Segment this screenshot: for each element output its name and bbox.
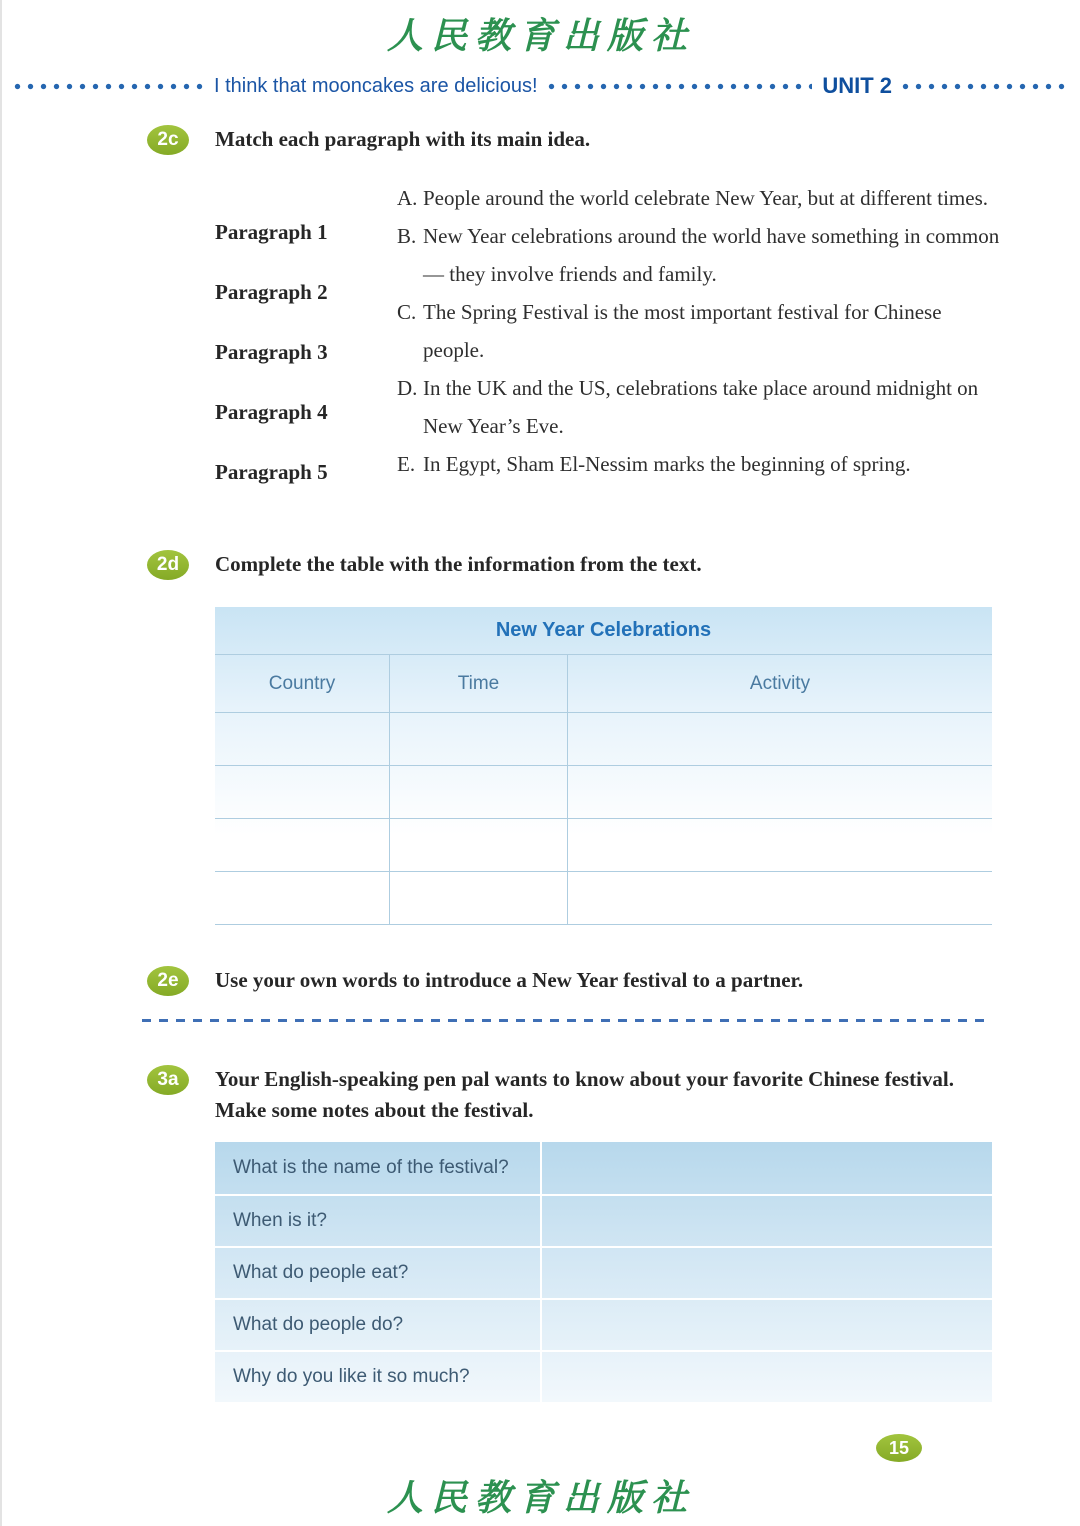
notes-row — [215, 1298, 992, 1350]
blank-cell-activity[interactable] — [568, 713, 992, 765]
blank-cell-activity[interactable] — [568, 766, 992, 818]
option-e — [397, 445, 1001, 483]
paragraph-5-label: Paragraph 5 — [215, 460, 328, 484]
page-number-badge: 15 — [876, 1434, 922, 1462]
table-header-row — [215, 654, 992, 712]
option-d-text: In the UK and the US, celebrations take place around midnight on New Year’s Eve. — [423, 376, 979, 438]
section-2e-head — [2, 965, 1080, 996]
blank-answer-cell[interactable] — [540, 1196, 992, 1246]
option-b-letter: B. — [397, 224, 417, 248]
option-c-text: The Spring Festival is the most important festival for Chinese people. — [423, 300, 942, 362]
page-number-row — [2, 1434, 1080, 1462]
paragraph-2-label: Paragraph 2 — [215, 280, 328, 304]
blank-cell-time[interactable] — [389, 872, 568, 924]
blank-cell-time[interactable] — [389, 713, 568, 765]
page-header — [2, 70, 1080, 102]
option-a-letter: A. — [397, 186, 418, 210]
section-2d-head — [2, 549, 1080, 580]
option-b — [397, 217, 1001, 293]
section-3a-title: Your English-speaking pen pal wants to know about your favorite Chinese festival. Make some notes about the festival. — [215, 1067, 954, 1122]
section-3a-head — [2, 1064, 1080, 1126]
blank-cell-activity[interactable] — [568, 819, 992, 871]
dotted-leader-middle-icon — [548, 83, 813, 90]
new-year-celebrations-table — [215, 607, 992, 925]
section-2e-badge: 2e — [147, 966, 189, 996]
section-2c-title: Match each paragraph with its main idea. — [215, 127, 591, 151]
paragraph-4-label: Paragraph 4 — [215, 400, 328, 424]
question-when: When is it? — [233, 1210, 327, 1231]
blank-cell-country[interactable] — [215, 766, 389, 818]
question-festival-name: What is the name of the festival? — [233, 1157, 509, 1178]
option-c — [397, 293, 1001, 369]
option-c-letter: C. — [397, 300, 417, 324]
blank-answer-cell[interactable] — [540, 1248, 992, 1298]
section-2d-title: Complete the table with the information from the text. — [215, 552, 702, 576]
lesson-title: I think that mooncakes are delicious! — [214, 74, 538, 97]
option-e-text: In Egypt, Sham El-Nessim marks the beginning of spring. — [423, 452, 911, 476]
option-a — [397, 179, 1001, 217]
section-2e-title: Use your own words to introduce a New Year festival to a partner. — [215, 968, 804, 992]
section-3a-badge: 3a — [147, 1065, 189, 1095]
blank-cell-activity[interactable] — [568, 872, 992, 924]
section-2c-head — [2, 124, 1080, 155]
paragraph-3-label: Paragraph 3 — [215, 340, 328, 364]
blank-answer-cell[interactable] — [540, 1352, 992, 1402]
publisher-logo-bottom: 人民教育出版社 — [386, 1477, 695, 1519]
dotted-leader-right-icon — [902, 83, 1070, 90]
question-why-like: Why do you like it so much? — [233, 1366, 470, 1387]
section-2d-badge: 2d — [147, 550, 189, 580]
table-row — [215, 712, 992, 765]
blank-answer-cell[interactable] — [540, 1300, 992, 1350]
dotted-leader-left-icon — [14, 83, 204, 90]
notes-row — [215, 1194, 992, 1246]
match-exercise — [215, 179, 1080, 517]
notes-row — [215, 1142, 992, 1194]
option-b-text: New Year celebrations around the world have something in common — they involve friends and family. — [423, 224, 1000, 286]
option-e-letter: E. — [397, 452, 416, 476]
dashed-divider — [142, 1019, 990, 1022]
publisher-logo-top: 人民教育出版社 — [386, 15, 695, 57]
main-idea-options — [397, 179, 1001, 517]
blank-cell-time[interactable] — [389, 819, 568, 871]
table-row — [215, 871, 992, 924]
paragraph-1-label: Paragraph 1 — [215, 220, 328, 244]
unit-label: UNIT 2 — [822, 73, 892, 98]
column-header-time: Time — [389, 655, 568, 712]
blank-answer-cell[interactable] — [540, 1142, 992, 1194]
question-eat: What do people eat? — [233, 1262, 409, 1283]
blank-cell-country[interactable] — [215, 713, 389, 765]
paragraph-list — [215, 179, 397, 517]
column-header-country: Country — [268, 672, 336, 694]
blank-cell-country[interactable] — [215, 819, 389, 871]
section-2c-badge: 2c — [147, 125, 189, 155]
column-header-activity: Activity — [749, 672, 811, 694]
option-d-letter: D. — [397, 376, 418, 400]
question-do: What do people do? — [233, 1314, 404, 1335]
table-row — [215, 765, 992, 818]
table-row — [215, 818, 992, 871]
table-title: New Year Celebrations — [495, 619, 712, 641]
option-a-text: People around the world celebrate New Year, but at different times. — [423, 186, 989, 210]
notes-row — [215, 1246, 992, 1298]
festival-notes-table — [215, 1142, 992, 1402]
option-d — [397, 369, 1001, 445]
blank-cell-country[interactable] — [215, 872, 389, 924]
notes-row — [215, 1350, 992, 1402]
blank-cell-time[interactable] — [389, 766, 568, 818]
